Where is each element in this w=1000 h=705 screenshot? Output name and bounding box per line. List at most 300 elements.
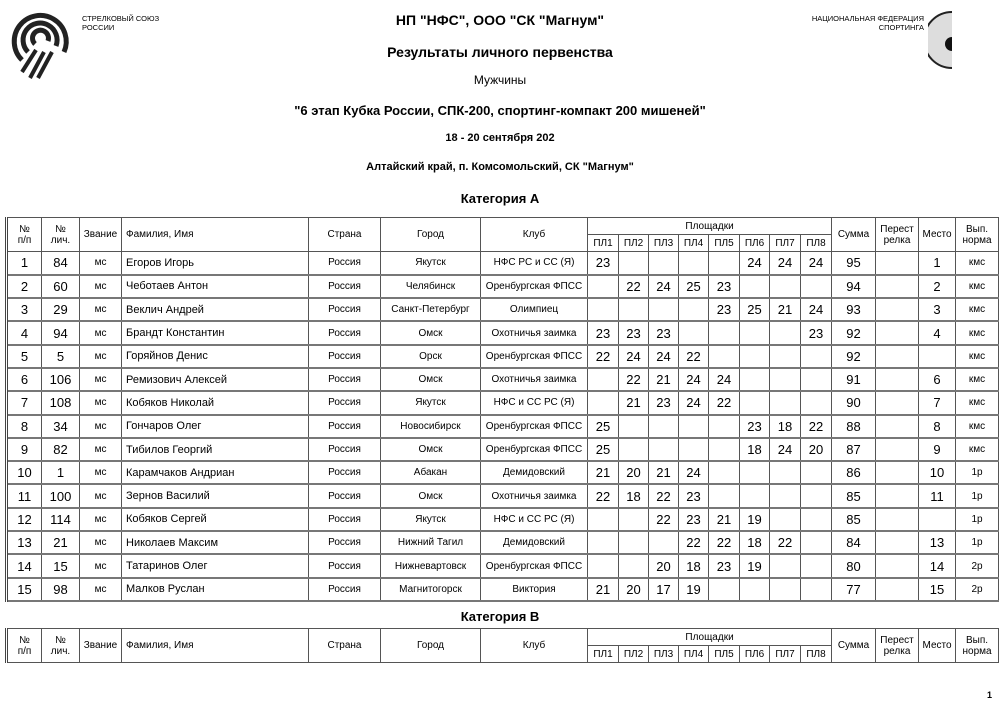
range-score-6: 23 xyxy=(740,415,770,438)
total-score: 86 xyxy=(832,461,876,484)
range-score-7 xyxy=(770,275,801,298)
range-score-1: 21 xyxy=(588,578,619,601)
range-score-8: 24 xyxy=(801,252,832,275)
col-header-rank: Звание xyxy=(80,218,122,252)
total-score: 87 xyxy=(832,438,876,461)
range-score-8 xyxy=(801,461,832,484)
club: Охотничья заимка xyxy=(481,484,588,507)
city: Омск xyxy=(381,321,481,344)
bib-number: 108 xyxy=(42,391,80,414)
range-score-1: 22 xyxy=(588,484,619,507)
range-score-1: 22 xyxy=(588,345,619,368)
range-score-6 xyxy=(740,345,770,368)
range-score-7: 24 xyxy=(770,438,801,461)
col-header-shootoff-line: релка xyxy=(883,234,911,246)
sport-rank: мс xyxy=(80,415,122,438)
range-score-2: 24 xyxy=(619,345,649,368)
city: Якутск xyxy=(381,508,481,531)
city: Абакан xyxy=(381,461,481,484)
range-score-7 xyxy=(770,345,801,368)
bib-number: 106 xyxy=(42,368,80,391)
col-header-range-6: ПЛ6 xyxy=(740,646,770,663)
country: Россия xyxy=(309,298,381,321)
range-score-3: 23 xyxy=(649,391,679,414)
col-header-norm-line: норма xyxy=(962,645,992,657)
col-header-num-line: п/п xyxy=(17,234,32,246)
total-score: 90 xyxy=(832,391,876,414)
range-score-8 xyxy=(801,508,832,531)
range-score-8 xyxy=(801,531,832,554)
total-score: 92 xyxy=(832,321,876,344)
place: 11 xyxy=(919,484,956,507)
athlete-name: Ремизович Алексей xyxy=(122,368,309,391)
col-header-shootoff xyxy=(876,218,919,252)
range-score-3: 21 xyxy=(649,368,679,391)
range-score-6 xyxy=(740,321,770,344)
range-score-2: 23 xyxy=(619,321,649,344)
col-header-bib-line: лич. xyxy=(50,234,71,246)
shootoff xyxy=(876,461,919,484)
sport-rank: мс xyxy=(80,508,122,531)
col-header-name: Фамилия, Имя xyxy=(122,629,309,663)
shootoff xyxy=(876,554,919,577)
bib-number: 60 xyxy=(42,275,80,298)
range-score-8 xyxy=(801,368,832,391)
place: 6 xyxy=(919,368,956,391)
range-score-3 xyxy=(649,531,679,554)
table-row xyxy=(7,578,999,601)
range-score-5 xyxy=(709,578,740,601)
range-score-6 xyxy=(740,368,770,391)
country: Россия xyxy=(309,554,381,577)
col-header-city: Город xyxy=(381,218,481,252)
country: Россия xyxy=(309,321,381,344)
norm: 1р xyxy=(956,484,999,507)
city: Омск xyxy=(381,438,481,461)
col-header-club: Клуб xyxy=(481,629,588,663)
col-header-ranges: Площадки xyxy=(588,218,832,235)
range-score-1: 23 xyxy=(588,321,619,344)
range-score-6: 19 xyxy=(740,508,770,531)
range-score-3: 17 xyxy=(649,578,679,601)
shootoff xyxy=(876,252,919,275)
range-score-6: 18 xyxy=(740,438,770,461)
shootoff xyxy=(876,368,919,391)
country: Россия xyxy=(309,461,381,484)
bib-number: 114 xyxy=(42,508,80,531)
range-score-1: 23 xyxy=(588,252,619,275)
range-score-3 xyxy=(649,415,679,438)
range-score-3: 24 xyxy=(649,345,679,368)
right-org-line: СПОРТИНГА xyxy=(878,23,924,32)
club: Оренбургская ФПСС xyxy=(481,415,588,438)
bib-number: 29 xyxy=(42,298,80,321)
country: Россия xyxy=(309,345,381,368)
club: Оренбургская ФПСС xyxy=(481,438,588,461)
range-score-3: 21 xyxy=(649,461,679,484)
club: Демидовский xyxy=(481,531,588,554)
row-number: 8 xyxy=(7,415,42,438)
col-header-norm-line: норма xyxy=(962,234,992,246)
col-header-bib xyxy=(42,629,80,663)
shootoff xyxy=(876,345,919,368)
range-score-4 xyxy=(679,298,709,321)
row-number: 12 xyxy=(7,508,42,531)
col-header-ranges: Площадки xyxy=(588,629,832,646)
norm: 1р xyxy=(956,531,999,554)
event-name: "6 этап Кубка России, СПК-200, спортинг-компакт 200 мишеней" xyxy=(294,103,706,118)
athlete-name: Малков Руслан xyxy=(122,578,309,601)
city: Омск xyxy=(381,368,481,391)
bib-number: 21 xyxy=(42,531,80,554)
col-header-total: Сумма xyxy=(832,218,876,252)
country: Россия xyxy=(309,275,381,298)
range-score-4: 23 xyxy=(679,508,709,531)
sport-rank: мс xyxy=(80,391,122,414)
col-header-shootoff-line: релка xyxy=(883,645,911,657)
range-score-2 xyxy=(619,531,649,554)
table-row xyxy=(7,252,999,275)
country: Россия xyxy=(309,484,381,507)
place: 1 xyxy=(919,252,956,275)
bib-number: 94 xyxy=(42,321,80,344)
range-score-4: 24 xyxy=(679,391,709,414)
city: Санкт-Петербург xyxy=(381,298,481,321)
athlete-name: Егоров Игорь xyxy=(122,252,309,275)
norm: 2р xyxy=(956,554,999,577)
range-score-8: 23 xyxy=(801,321,832,344)
col-header-range-1: ПЛ1 xyxy=(588,235,619,252)
table-row xyxy=(7,415,999,438)
range-score-7 xyxy=(770,484,801,507)
range-score-1 xyxy=(588,368,619,391)
col-header-range-2: ПЛ2 xyxy=(619,646,649,663)
col-header-range-1: ПЛ1 xyxy=(588,646,619,663)
category-title: Категория В xyxy=(460,609,540,624)
col-header-norm-line: Вып. xyxy=(966,223,989,235)
bib-number: 98 xyxy=(42,578,80,601)
row-number: 10 xyxy=(7,461,42,484)
shootoff xyxy=(876,298,919,321)
col-header-range-8: ПЛ8 xyxy=(801,235,832,252)
athlete-name: Гончаров Олег xyxy=(122,415,309,438)
table-row xyxy=(7,461,999,484)
place: 3 xyxy=(919,298,956,321)
range-score-7: 22 xyxy=(770,531,801,554)
norm: кмс xyxy=(956,321,999,344)
table-row xyxy=(7,508,999,531)
athlete-name: Брандт Константин xyxy=(122,321,309,344)
col-header-city: Город xyxy=(381,629,481,663)
total-score: 91 xyxy=(832,368,876,391)
city: Якутск xyxy=(381,252,481,275)
row-number: 6 xyxy=(7,368,42,391)
range-score-1 xyxy=(588,391,619,414)
range-score-5 xyxy=(709,484,740,507)
range-score-3: 24 xyxy=(649,275,679,298)
range-score-5: 23 xyxy=(709,298,740,321)
norm: кмс xyxy=(956,298,999,321)
norm: кмс xyxy=(956,415,999,438)
range-score-2 xyxy=(619,415,649,438)
range-score-1: 25 xyxy=(588,438,619,461)
col-header-range-5: ПЛ5 xyxy=(709,235,740,252)
row-number: 2 xyxy=(7,275,42,298)
left-org-line: РОССИИ xyxy=(82,23,115,32)
range-score-8 xyxy=(801,275,832,298)
col-header-shootoff-line: Перест xyxy=(880,634,914,646)
shootoff xyxy=(876,438,919,461)
range-score-5: 22 xyxy=(709,531,740,554)
range-score-2 xyxy=(619,554,649,577)
country: Россия xyxy=(309,368,381,391)
range-score-4: 25 xyxy=(679,275,709,298)
range-score-3: 23 xyxy=(649,321,679,344)
right-org-line: НАЦИОНАЛЬНАЯ ФЕДЕРАЦИЯ xyxy=(811,14,924,23)
range-score-5 xyxy=(709,438,740,461)
norm: 1р xyxy=(956,508,999,531)
place: 8 xyxy=(919,415,956,438)
row-number: 5 xyxy=(7,345,42,368)
col-header-num-line: № xyxy=(19,223,30,235)
range-score-4 xyxy=(679,438,709,461)
place: 4 xyxy=(919,321,956,344)
col-header-club: Клуб xyxy=(481,218,588,252)
range-score-7 xyxy=(770,391,801,414)
city: Новосибирск xyxy=(381,415,481,438)
col-header-range-8: ПЛ8 xyxy=(801,646,832,663)
range-score-5 xyxy=(709,345,740,368)
club: Олимпиец xyxy=(481,298,588,321)
athlete-name: Карамчаков Андриан xyxy=(122,461,309,484)
range-score-8: 24 xyxy=(801,298,832,321)
athlete-name: Кобяков Николай xyxy=(122,391,309,414)
range-score-4: 23 xyxy=(679,484,709,507)
club: Охотничья заимка xyxy=(481,368,588,391)
col-header-total: Сумма xyxy=(832,629,876,663)
total-score: 80 xyxy=(832,554,876,577)
athlete-name: Зернов Василий xyxy=(122,484,309,507)
range-score-7: 18 xyxy=(770,415,801,438)
bib-number: 84 xyxy=(42,252,80,275)
col-header-bib xyxy=(42,218,80,252)
range-score-8 xyxy=(801,578,832,601)
range-score-1 xyxy=(588,531,619,554)
page-title: Результаты личного первенства xyxy=(387,44,613,60)
sport-rank: мс xyxy=(80,298,122,321)
norm: 2р xyxy=(956,578,999,601)
total-score: 95 xyxy=(832,252,876,275)
total-score: 77 xyxy=(832,578,876,601)
results-table-category-a xyxy=(5,217,999,602)
header-row xyxy=(7,629,999,646)
total-score: 93 xyxy=(832,298,876,321)
header-row xyxy=(7,218,999,235)
row-number: 9 xyxy=(7,438,42,461)
table-row xyxy=(7,484,999,507)
range-score-8: 22 xyxy=(801,415,832,438)
range-score-8 xyxy=(801,484,832,507)
shootoff xyxy=(876,321,919,344)
range-score-6 xyxy=(740,578,770,601)
athlete-name: Татаринов Олег xyxy=(122,554,309,577)
range-score-3: 20 xyxy=(649,554,679,577)
range-score-6: 19 xyxy=(740,554,770,577)
range-score-5: 23 xyxy=(709,554,740,577)
range-score-4: 22 xyxy=(679,531,709,554)
club: Виктория xyxy=(481,578,588,601)
category-title: Категория А xyxy=(460,191,540,206)
range-score-1 xyxy=(588,275,619,298)
bib-number: 1 xyxy=(42,461,80,484)
athlete-name: Кобяков Сергей xyxy=(122,508,309,531)
col-header-bib-line: лич. xyxy=(50,645,71,657)
range-score-7: 24 xyxy=(770,252,801,275)
bib-number: 100 xyxy=(42,484,80,507)
col-header-country: Страна xyxy=(309,629,381,663)
range-score-2: 22 xyxy=(619,275,649,298)
range-score-6: 25 xyxy=(740,298,770,321)
club: Демидовский xyxy=(481,461,588,484)
table-row xyxy=(7,345,999,368)
table-row xyxy=(7,438,999,461)
sport-rank: мс xyxy=(80,345,122,368)
athlete-name: Тибилов Георгий xyxy=(122,438,309,461)
range-score-4: 24 xyxy=(679,461,709,484)
range-score-1 xyxy=(588,298,619,321)
col-header-norm xyxy=(956,629,999,663)
range-score-4 xyxy=(679,321,709,344)
country: Россия xyxy=(309,252,381,275)
row-number: 14 xyxy=(7,554,42,577)
range-score-5: 24 xyxy=(709,368,740,391)
total-score: 84 xyxy=(832,531,876,554)
shootoff xyxy=(876,578,919,601)
city: Челябинск xyxy=(381,275,481,298)
place: 10 xyxy=(919,461,956,484)
range-score-4: 24 xyxy=(679,368,709,391)
organizers: НП "НФС", ООО "СК "Магнум" xyxy=(395,12,605,28)
range-score-4: 18 xyxy=(679,554,709,577)
country: Россия xyxy=(309,391,381,414)
table-row xyxy=(7,391,999,414)
country: Россия xyxy=(309,531,381,554)
city: Нижневартовск xyxy=(381,554,481,577)
col-header-num-line: п/п xyxy=(17,645,32,657)
gender: Мужчины xyxy=(473,73,527,87)
table-row xyxy=(7,368,999,391)
range-score-8 xyxy=(801,554,832,577)
place: 7 xyxy=(919,391,956,414)
range-score-3: 22 xyxy=(649,508,679,531)
range-score-6: 24 xyxy=(740,252,770,275)
country: Россия xyxy=(309,415,381,438)
range-score-7: 21 xyxy=(770,298,801,321)
place: 13 xyxy=(919,531,956,554)
total-score: 88 xyxy=(832,415,876,438)
place: 14 xyxy=(919,554,956,577)
range-score-3 xyxy=(649,298,679,321)
city: Нижний Тагил xyxy=(381,531,481,554)
sport-rank: мс xyxy=(80,554,122,577)
range-score-1 xyxy=(588,508,619,531)
city: Якутск xyxy=(381,391,481,414)
col-header-shootoff-line: Перест xyxy=(880,223,914,235)
total-score: 85 xyxy=(832,508,876,531)
city: Орск xyxy=(381,345,481,368)
club: Оренбургская ФПСС xyxy=(481,275,588,298)
range-score-5: 23 xyxy=(709,275,740,298)
total-score: 94 xyxy=(832,275,876,298)
range-score-2 xyxy=(619,438,649,461)
range-score-7 xyxy=(770,321,801,344)
norm: кмс xyxy=(956,391,999,414)
range-score-6 xyxy=(740,391,770,414)
range-score-3 xyxy=(649,252,679,275)
sport-rank: мс xyxy=(80,368,122,391)
row-number: 4 xyxy=(7,321,42,344)
place: 15 xyxy=(919,578,956,601)
range-score-5 xyxy=(709,415,740,438)
row-number: 11 xyxy=(7,484,42,507)
range-score-2: 18 xyxy=(619,484,649,507)
col-header-place: Место xyxy=(919,218,956,252)
col-header-country: Страна xyxy=(309,218,381,252)
bib-number: 82 xyxy=(42,438,80,461)
city: Магнитогорск xyxy=(381,578,481,601)
athlete-name: Чеботаев Антон xyxy=(122,275,309,298)
results-table-category-b xyxy=(5,628,999,663)
range-score-4: 19 xyxy=(679,578,709,601)
col-header-norm-line: Вып. xyxy=(966,634,989,646)
range-score-5: 22 xyxy=(709,391,740,414)
range-score-2 xyxy=(619,508,649,531)
range-score-8: 20 xyxy=(801,438,832,461)
table-row xyxy=(7,531,999,554)
norm: кмс xyxy=(956,252,999,275)
club: НФС РС и СС (Я) xyxy=(481,252,588,275)
country: Россия xyxy=(309,578,381,601)
range-score-4 xyxy=(679,415,709,438)
range-score-4: 22 xyxy=(679,345,709,368)
range-score-2: 20 xyxy=(619,578,649,601)
range-score-7 xyxy=(770,554,801,577)
range-score-5 xyxy=(709,321,740,344)
table-row xyxy=(7,275,999,298)
col-header-range-3: ПЛ3 xyxy=(649,646,679,663)
range-score-7 xyxy=(770,578,801,601)
athlete-name: Веклич Андрей xyxy=(122,298,309,321)
range-score-7 xyxy=(770,461,801,484)
norm: кмс xyxy=(956,368,999,391)
col-header-num xyxy=(7,218,42,252)
shootoff xyxy=(876,275,919,298)
range-score-2: 21 xyxy=(619,391,649,414)
range-score-3 xyxy=(649,438,679,461)
range-score-5: 21 xyxy=(709,508,740,531)
col-header-range-4: ПЛ4 xyxy=(679,646,709,663)
sport-rank: мс xyxy=(80,438,122,461)
norm: кмс xyxy=(956,438,999,461)
range-score-7 xyxy=(770,508,801,531)
col-header-num-line: № xyxy=(19,634,30,646)
athlete-name: Горяйнов Денис xyxy=(122,345,309,368)
sport-rank: мс xyxy=(80,252,122,275)
col-header-range-7: ПЛ7 xyxy=(770,646,801,663)
norm: кмс xyxy=(956,345,999,368)
total-score: 92 xyxy=(832,345,876,368)
range-score-2 xyxy=(619,298,649,321)
